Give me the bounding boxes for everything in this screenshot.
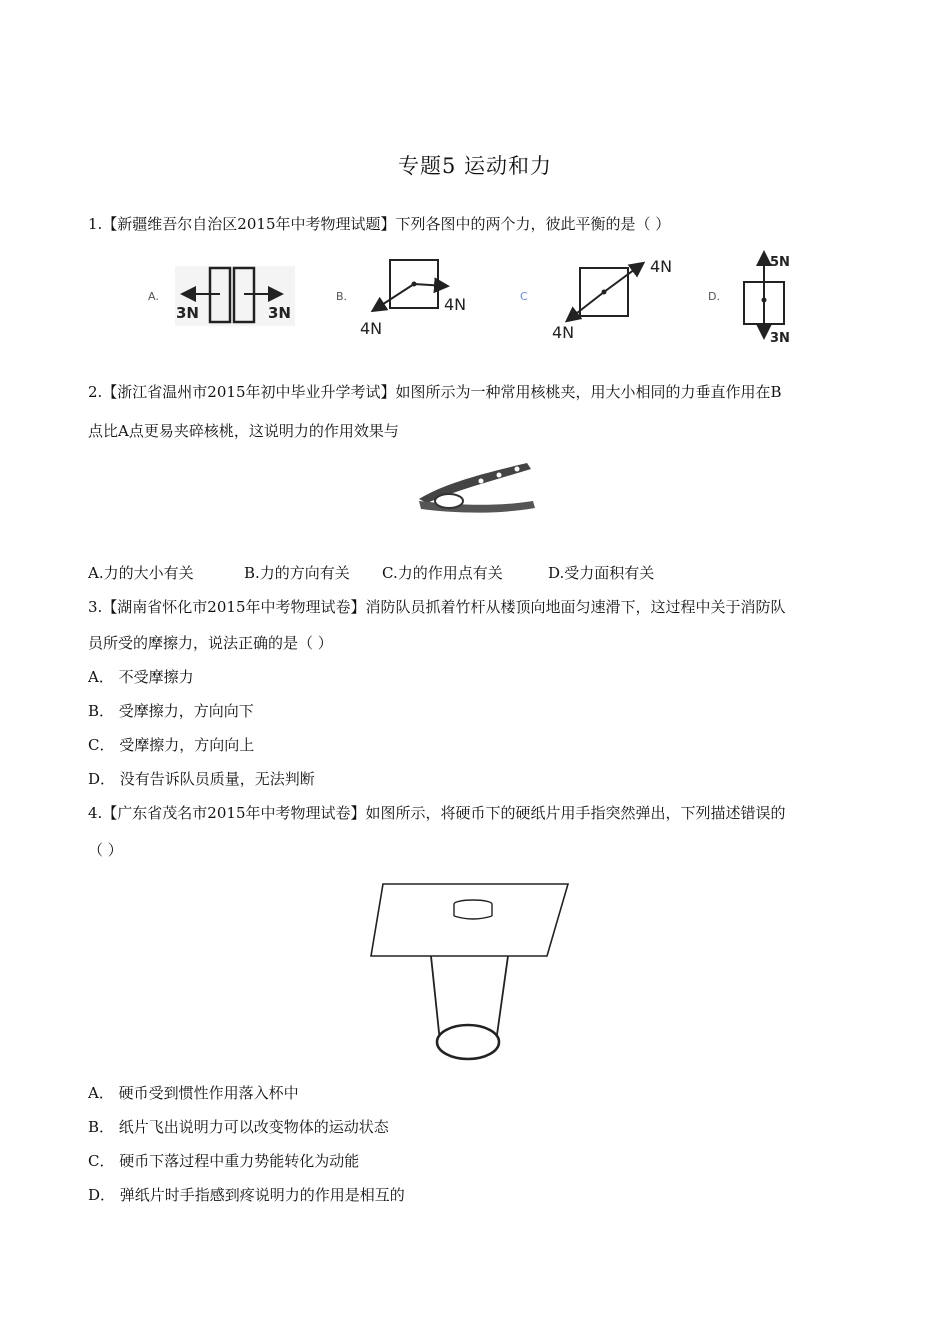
diagram-b — [336, 260, 466, 338]
diagram-c-label: C — [520, 290, 528, 303]
question-3-line-1: 3.【湖南省怀化市2015年中考物理试卷】消防队员抓着竹杆从楼顶向地面匀速滑下，这过程中关于消防队 — [88, 598, 786, 616]
question-2-line-2: 点比A点更易夹碎核桃，这说明力的作用效果与 — [88, 422, 399, 440]
q2-option-a[interactable]: A.力的大小有关 — [88, 564, 194, 582]
q4-option-a[interactable]: A． 硬币受到惯性作用落入杯中 — [88, 1084, 299, 1102]
diagram-b-force-right: 4N — [444, 295, 467, 314]
diagram-b-force-left: 4N — [360, 319, 383, 338]
coin-cup-figure — [365, 870, 580, 1070]
diagram-c-force-up: 4N — [650, 257, 673, 276]
q2-option-d[interactable]: D.受力面积有关 — [548, 564, 655, 582]
q4-option-b[interactable]: B． 纸片飞出说明力可以改变物体的运动状态 — [88, 1118, 389, 1136]
question-4-line-1: 4.【广东省茂名市2015年中考物理试卷】如图所示，将硬币下的硬纸片用手指突然弹出，下列描述错误的 — [88, 804, 786, 822]
diagram-a-right-force: 3N — [268, 304, 291, 322]
diagram-d-force-up: 5N — [770, 255, 790, 270]
question-1-text: 1.【新疆维吾尔自治区2015年中考物理试题】下列各图中的两个力，彼此平衡的是（ ） — [88, 215, 671, 233]
q2-option-c[interactable]: C.力的作用点有关 — [382, 564, 503, 582]
diagram-c-force-down: 4N — [552, 323, 575, 342]
diagram-b-label: B. — [336, 290, 348, 303]
question-2-line-1: 2.【浙江省温州市2015年初中毕业升学考试】如图所示为一种常用核桃夹，用大小相同的力垂直作用在B — [88, 383, 782, 401]
question-4-line-2: （ ） — [88, 841, 123, 859]
nutcracker-figure — [405, 455, 545, 519]
diagram-a — [148, 266, 295, 326]
q2-option-b[interactable]: B.力的方向有关 — [244, 564, 350, 582]
diagram-d-label: D. — [708, 290, 720, 303]
diagram-d — [708, 254, 790, 346]
q1-force-diagrams — [140, 248, 830, 348]
q3-option-b[interactable]: B． 受摩擦力，方向向下 — [88, 702, 254, 720]
diagram-c — [520, 257, 672, 342]
q3-option-c[interactable]: C． 受摩擦力，方向向上 — [88, 736, 255, 754]
q3-option-d[interactable]: D． 没有告诉队员质量，无法判断 — [88, 770, 315, 788]
diagram-a-label: A. — [148, 290, 159, 303]
q4-option-d[interactable]: D． 弹纸片时手指感到疼说明力的作用是相互的 — [88, 1186, 405, 1204]
q3-option-a[interactable]: A． 不受摩擦力 — [88, 668, 194, 686]
q4-option-c[interactable]: C． 硬币下落过程中重力势能转化为动能 — [88, 1152, 360, 1170]
diagram-d-force-down: 3N — [770, 331, 790, 346]
question-3-line-2: 员所受的摩擦力，说法正确的是（ ） — [88, 634, 333, 652]
page-title: 专题5 运动和力 — [397, 154, 553, 178]
diagram-a-left-force: 3N — [176, 304, 199, 322]
